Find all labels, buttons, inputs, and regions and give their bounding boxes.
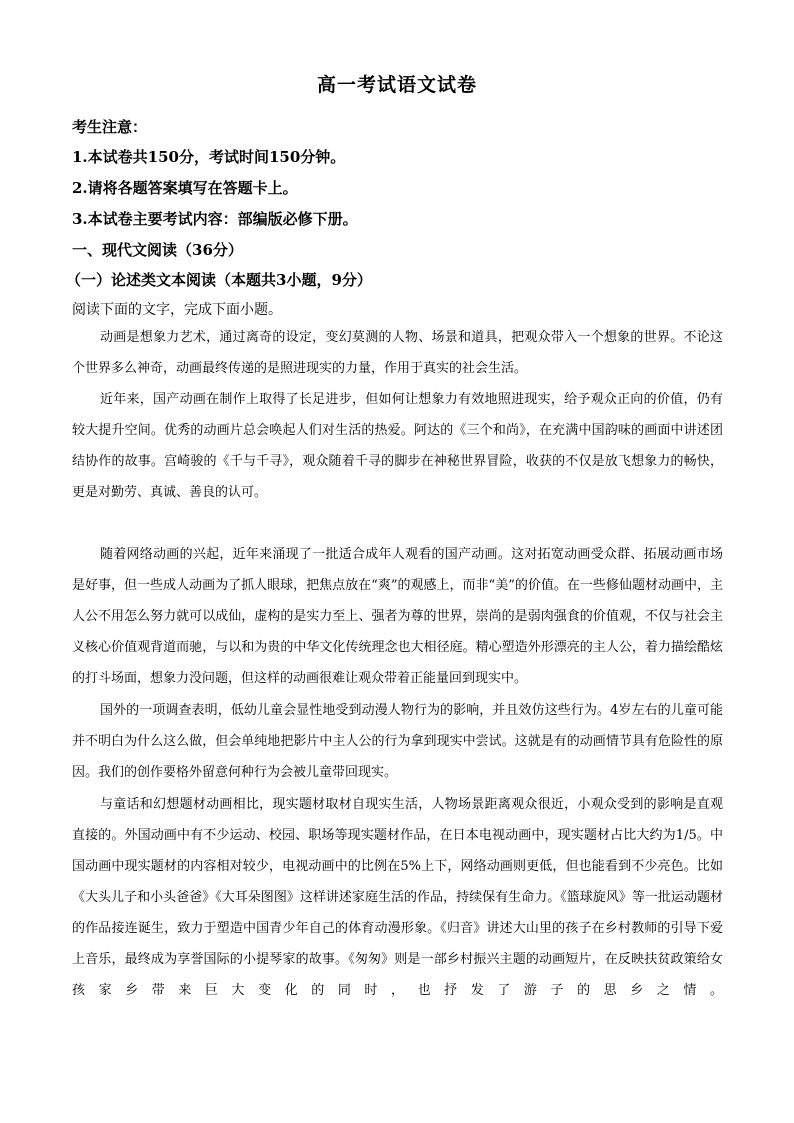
notice-item-3: 3.本试卷主要考试内容：部编版必修下册。	[72, 210, 358, 228]
passage-paragraph-3: 随着网络动画的兴起，近年来涌现了一批适合成年人观看的国产动画。这对拓宽动画受众群、拓展动画市场是好事，但一些成人动画为了抓人眼球，把焦点放在“爽”的观感上，而非“美”的价值。在一些修仙题材动画中，主人公不用怎么努力就可以成仙，虚构的是实力至上、强者为尊的世界，崇尚的是弱肉强食的价值观，不仅与社会主义核心价值观背道而驰，与以和为贵的中华文化传统理念也大相径庭。精心塑造外形漂亮的主人公，着力描绘酷炫的打斗场面，想象力没问题，但这样的动画很难让观众带着正能量回到现实中。	[72, 547, 723, 686]
notice-item-1: 1.本试卷共150分，考试时间150分钟。	[72, 148, 346, 166]
passage-paragraph-5: 与童话和幻想题材动画相比，现实题材取材自现实生活，人物场景距离观众很近，小观众受到的影响是直观直接的。外国动画中有不少运动、校园、职场等现实题材作品，在日本电视动画中，现实题材占比大约为1/5。中国动画中现实题材的内容相对较少，电视动画中的比例在5%上下，网络动画则更低，但也能看到不少亮色。比如《大头儿子和小头爸爸》《大耳朵图图》这样讲述家庭生活的作品，持续保有生命力。《篮球旋风》等一批运动题材的作品接连诞生，致力于塑造中国青少年自己的体育动漫形象。《归音》讲述大山里的孩子在乡村教师的引导下爱上音乐，最终成为享誉国际的小提琴家的故事。《匆匆》则是一部乡村振兴主题的动画短片，在反映扶贫政策给女孩家乡带来巨大变化的同时，也抒发了游子的思乡之情。	[72, 797, 723, 998]
passage-paragraph-4: 国外的一项调查表明，低幼儿童会显性地受到动漫人物行为的影响，并且效仿这些行为。4岁左右的儿童可能并不明白为什么这么做，但会单纯地把影片中主人公的行为拿到现实中尝试。这就是有的动画情节具有危险性的原因。我们的创作要格外留意何种行为会被儿童带回现实。	[72, 703, 723, 780]
reading-instruction: 阅读下面的文字，完成下面小题。	[72, 302, 282, 318]
notice-heading: 考生注意：	[72, 118, 148, 136]
notice-item-2: 2.请将各题答案填写在答题卡上。	[72, 179, 298, 197]
passage-paragraph-2: 近年来，国产动画在制作上取得了长足进步，但如何让想象力有效地照进现实，给予观众正向的价值，仍有较大提升空间。优秀的动画片总会唤起人们对生活的热爱。阿达的《三个和尚》，在充满中国韵味的画面中讲述团结协作的故事。宫崎骏的《千与千寻》，观众随着千寻的脚步在神秘世界冒险，收获的不仅是放飞想象力的畅快，更是对勤劳、真诚、善良的认可。	[72, 392, 723, 500]
passage-paragraph-1: 动画是想象力艺术，通过离奇的设定，变幻莫测的人物、场景和道具，把观众带入一个想象的世界。不论这个世界多么神奇，动画最终传递的是照进现实的力量，作用于真实的社会生活。	[72, 330, 723, 376]
section-heading: 一、现代文阅读（36分）	[72, 241, 243, 259]
exam-title: 高一考试语文试卷	[316, 74, 477, 96]
subsection-heading: （一）论述类文本阅读（本题共3小题，9分）	[66, 271, 372, 289]
